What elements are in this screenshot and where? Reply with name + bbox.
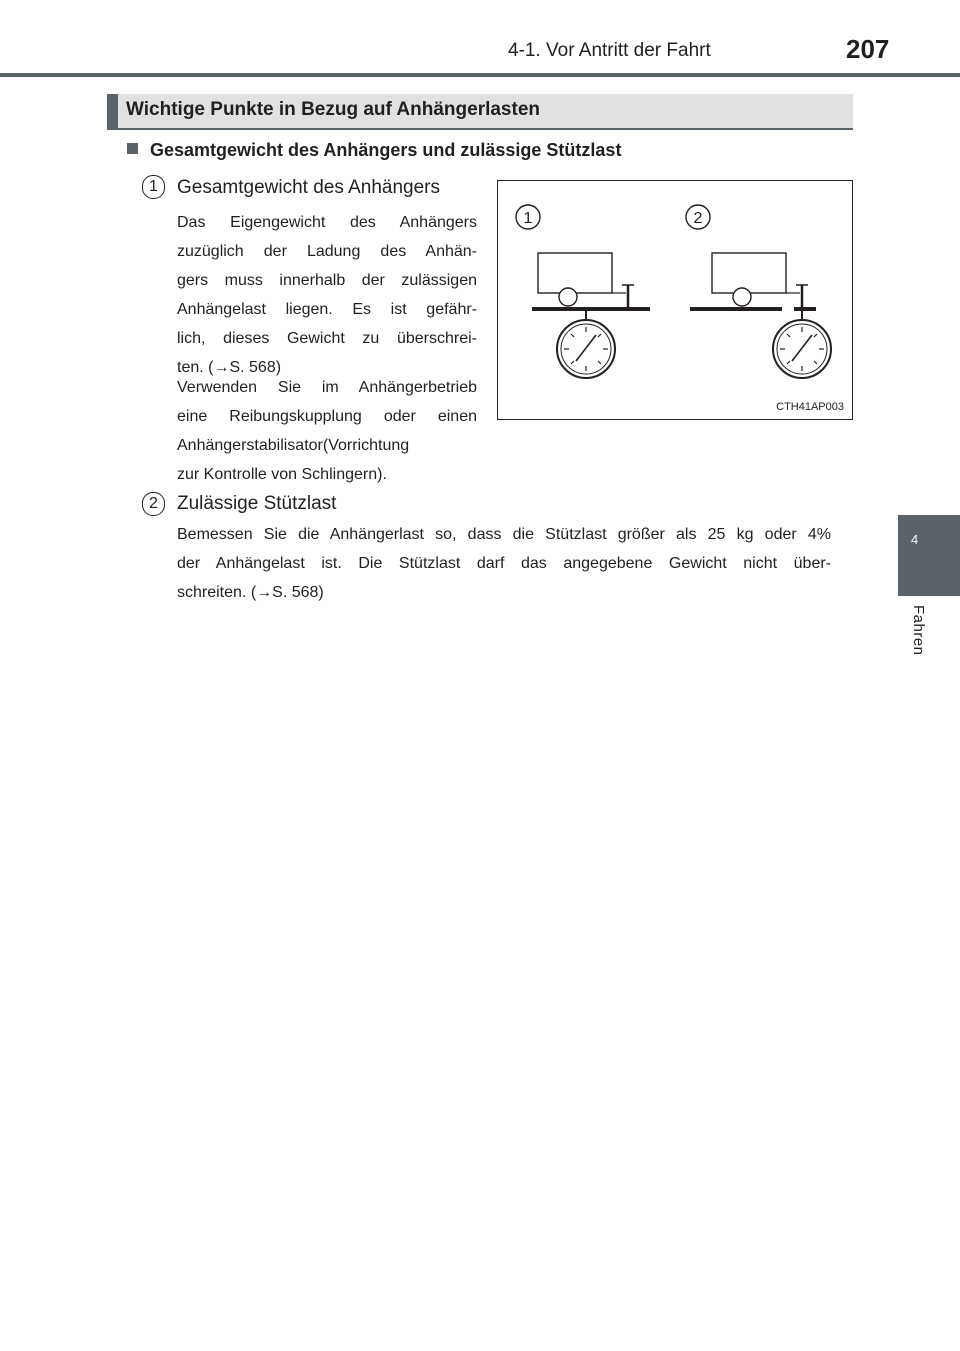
- text-line: Das Eigengewicht des Anhängers: [177, 214, 477, 231]
- text-line: Bemessen Sie die Anhängerlast so, dass die Stützlast größer als 25 kg oder 4%: [177, 526, 831, 543]
- item-number-2: 2: [142, 492, 165, 516]
- figure-callout-1-label: 1: [523, 210, 533, 227]
- chapter-number: 4: [911, 532, 919, 547]
- text-line: Anhängelast liegen. Es ist gefähr-: [177, 301, 477, 318]
- text-line: zur Kontrolle von Schlingern).: [177, 466, 387, 483]
- section-title-bar: [107, 94, 853, 130]
- trailer-load-figure: [497, 180, 853, 420]
- chapter-tab: [898, 515, 960, 596]
- trailer-scale-illustration: [498, 181, 852, 419]
- running-header-section: 4-1. Vor Antritt der Fahrt: [508, 40, 711, 61]
- subheading-text: Gesamtgewicht des Anhängers und zulässige Stützlast: [150, 140, 622, 160]
- item-2-paragraph: [177, 520, 831, 607]
- header-rule: [0, 73, 960, 77]
- item-1-paragraph-2: [177, 373, 477, 489]
- item-1-paragraph-1: [177, 208, 477, 382]
- text-line: eine Reibungskupplung oder einen: [177, 408, 477, 425]
- figure-callout-2: [686, 205, 710, 229]
- figure-callout-1: [516, 205, 540, 229]
- section-title-accent: [107, 94, 118, 128]
- figure-code: CTH41AP003: [776, 401, 844, 413]
- text-line: Verwenden Sie im Anhängerbetrieb: [177, 379, 477, 396]
- chapter-label: Fahren: [910, 605, 927, 656]
- trailer-on-scale-illustration: [532, 253, 650, 378]
- section-title: Wichtige Punkte in Bezug auf Anhängerlasten: [126, 99, 541, 120]
- text-line: schreiten. (→S. 568): [177, 584, 324, 601]
- text-line: ten. (→S. 568): [177, 359, 282, 376]
- text-line: gers muss innerhalb der zulässigen: [177, 272, 477, 289]
- figure-callout-2-label: 2: [693, 210, 703, 227]
- text-line: der Anhängelast ist. Die Stützlast darf das angegebene Gewicht nicht über-: [177, 555, 831, 572]
- page-number: 207: [846, 34, 890, 64]
- square-bullet-icon: [127, 143, 138, 154]
- item-number-1: 1: [142, 175, 165, 199]
- subheading: [127, 140, 621, 161]
- tongue-on-scale-illustration: [690, 253, 831, 378]
- text-line: lich, dieses Gewicht zu überschrei-: [177, 330, 477, 347]
- item-title-2: Zulässige Stützlast: [177, 493, 337, 514]
- text-line: zuzüglich der Ladung des Anhän-: [177, 243, 477, 260]
- item-title-1: Gesamtgewicht des Anhängers: [177, 177, 440, 198]
- text-line: Anhängerstabilisator(Vorrichtung: [177, 437, 410, 454]
